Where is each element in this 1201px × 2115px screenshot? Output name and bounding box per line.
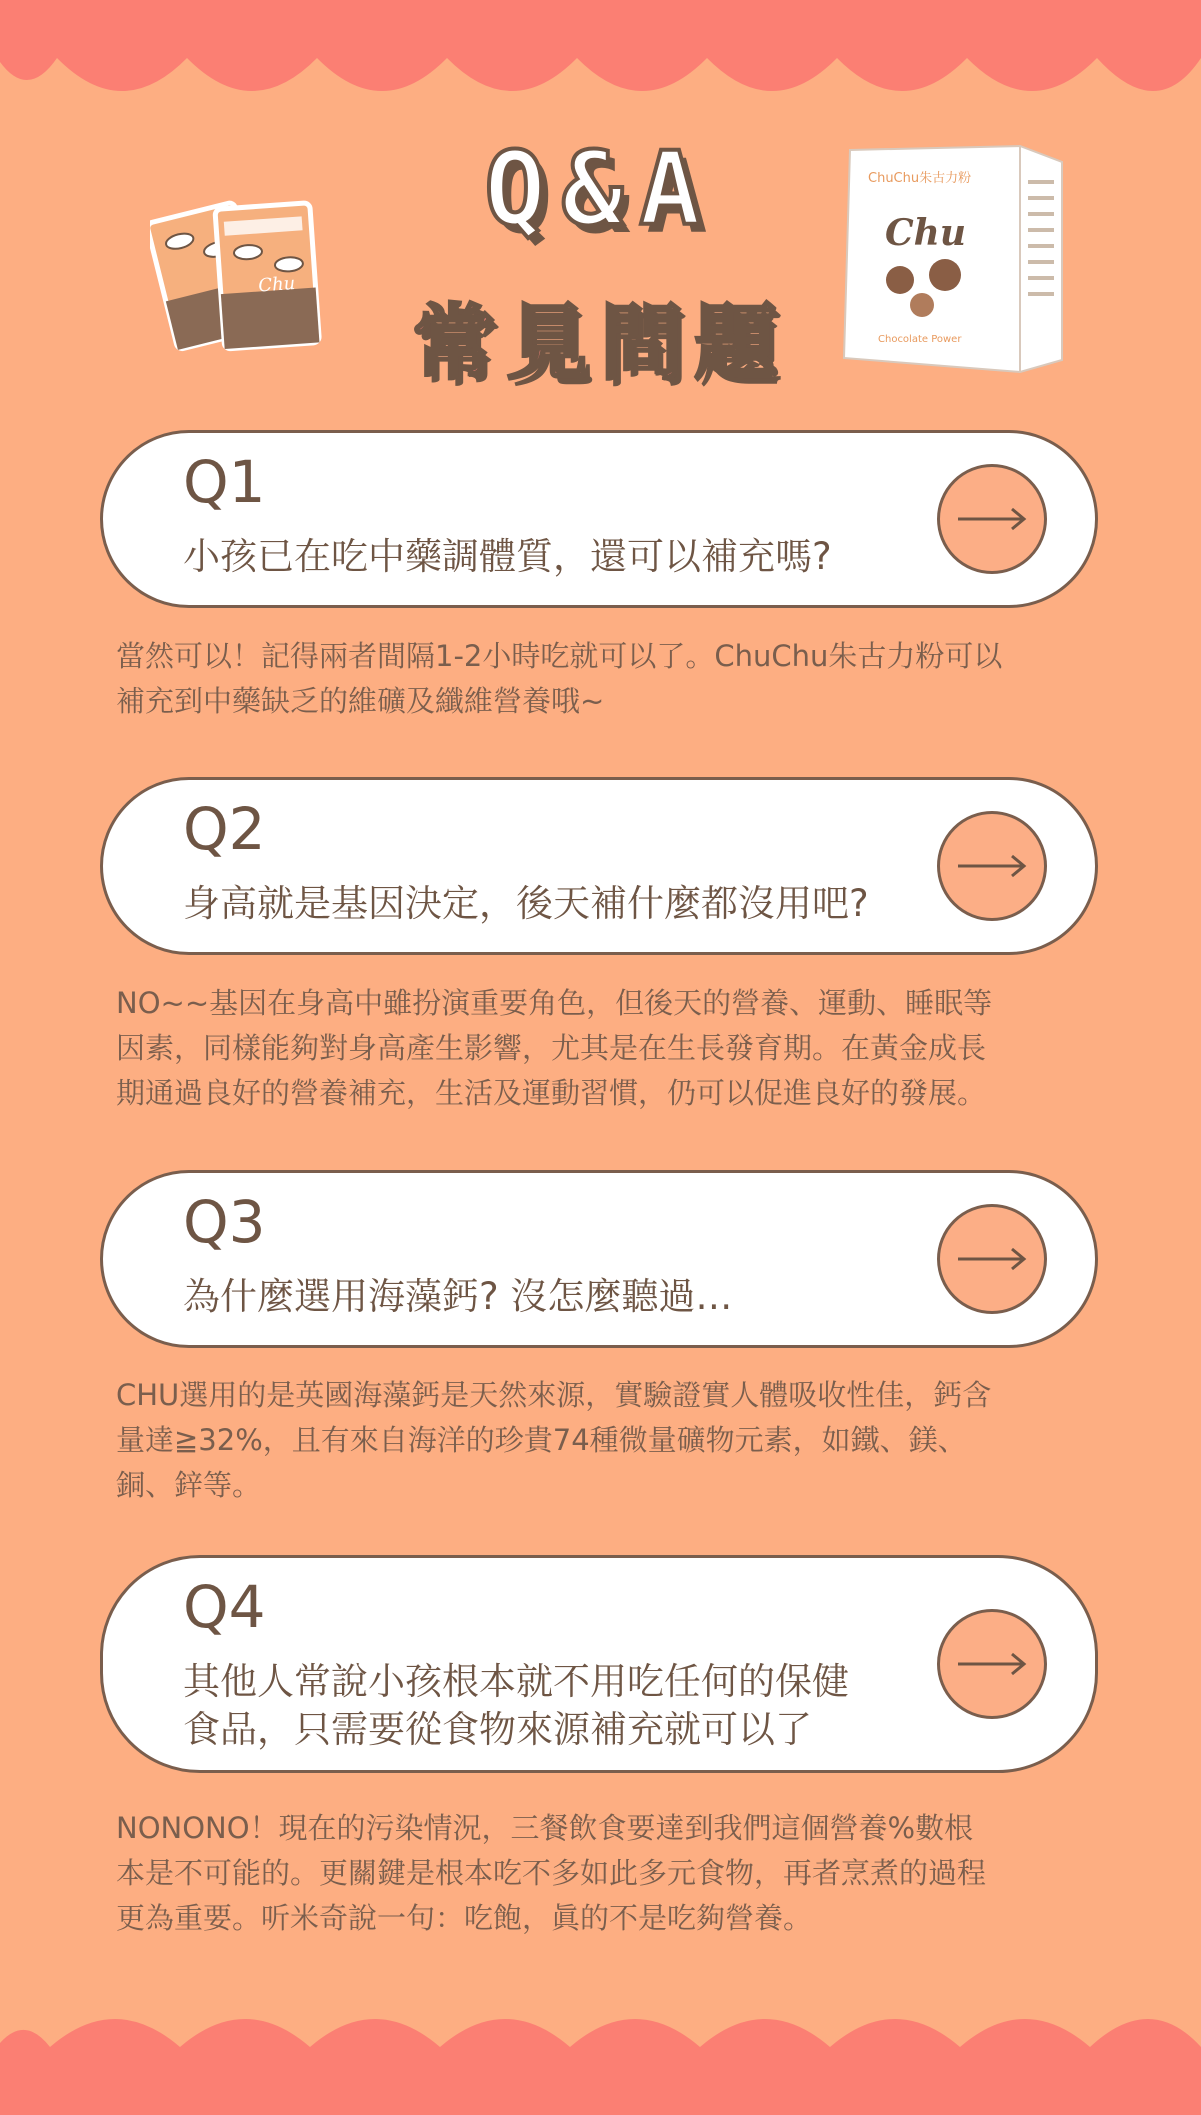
answer-line: 量達≧32%，且有來自海洋的珍貴74種微量礦物元素，如鐵、鎂、 <box>116 1423 967 1457</box>
question-line: 其他人常說小孩根本就不用吃任何的保健 <box>183 1660 849 1703</box>
answer-line: 更為重要。听米奇說一句：吃飽，眞的不是吃夠營養。 <box>116 1901 813 1935</box>
expand-button[interactable] <box>937 1204 1047 1314</box>
top-scallop-border <box>0 0 1201 130</box>
faq-question-card-1[interactable] <box>100 430 1098 608</box>
product-box-illustration <box>830 140 1080 380</box>
answer-line: 銅、鋅等。 <box>116 1468 262 1502</box>
arrow-right-icon <box>956 854 1028 878</box>
box-brand-label: ChuChu朱古力粉 <box>868 171 972 186</box>
page-title-qa: Q&A <box>484 130 717 249</box>
question-number: Q1 <box>183 448 266 516</box>
expand-button[interactable] <box>937 1609 1047 1719</box>
answer-line: NONONO！現在的污染情況，三餐飲食要達到我們這個營養%數根 <box>116 1811 974 1845</box>
box-tagline: Chocolate Power <box>878 334 962 345</box>
question-number: Q3 <box>183 1188 266 1256</box>
faq-answer-1 <box>116 634 1096 724</box>
faq-question-card-4[interactable] <box>100 1555 1098 1773</box>
box-logo: Chu <box>885 212 966 254</box>
answer-line: 期通過良好的營養補充，生活及運動習慣，仍可以促進良好的發展。 <box>116 1076 987 1110</box>
bottom-scallop-border <box>0 1985 1201 2115</box>
answer-line: 本是不可能的。更關鍵是根本吃不多如此多元食物，再者烹煮的過程 <box>116 1856 987 1890</box>
answer-line: 補充到中藥缺乏的維礦及纖維營養哦~ <box>116 684 605 718</box>
answer-line: CHU選用的是英國海藻鈣是天然來源，實驗證實人體吸收性佳，鈣含 <box>116 1378 992 1412</box>
arrow-right-icon <box>956 1247 1028 1271</box>
question-text: 身高就是基因決定，後天補什麼都沒用吧? <box>183 882 869 925</box>
question-text: 小孩已在吃中藥調體質，還可以補充嗎? <box>183 535 832 578</box>
faq-question-card-2[interactable] <box>100 777 1098 955</box>
answer-line: NO~~基因在身高中雖扮演重要角色，但後天的營養、運動、睡眠等 <box>116 986 993 1020</box>
page-title-zh: 常見問題 <box>412 296 789 391</box>
faq-answer-2 <box>116 981 1096 1116</box>
faq-answer-4 <box>116 1806 1096 1941</box>
question-number: Q4 <box>183 1573 266 1641</box>
svg-text:Chu: Chu <box>257 272 296 297</box>
expand-button[interactable] <box>937 464 1047 574</box>
answer-line: 當然可以！記得兩者間隔1-2小時吃就可以了。ChuChu朱古力粉可以 <box>116 639 1003 673</box>
question-text: 為什麼選用海藻鈣? 沒怎麼聽過… <box>183 1275 733 1318</box>
answer-line: 因素，同樣能夠對身高產生影響，尤其是在生長發育期。在黃金成長 <box>116 1031 987 1065</box>
expand-button[interactable] <box>937 811 1047 921</box>
faq-question-card-3[interactable] <box>100 1170 1098 1348</box>
question-number: Q2 <box>183 795 266 863</box>
question-text <box>183 1658 849 1754</box>
arrow-right-icon <box>956 507 1028 531</box>
faq-answer-3 <box>116 1373 1096 1508</box>
question-line: 食品，只需要從食物來源補充就可以了 <box>183 1708 812 1751</box>
arrow-right-icon <box>956 1652 1028 1676</box>
